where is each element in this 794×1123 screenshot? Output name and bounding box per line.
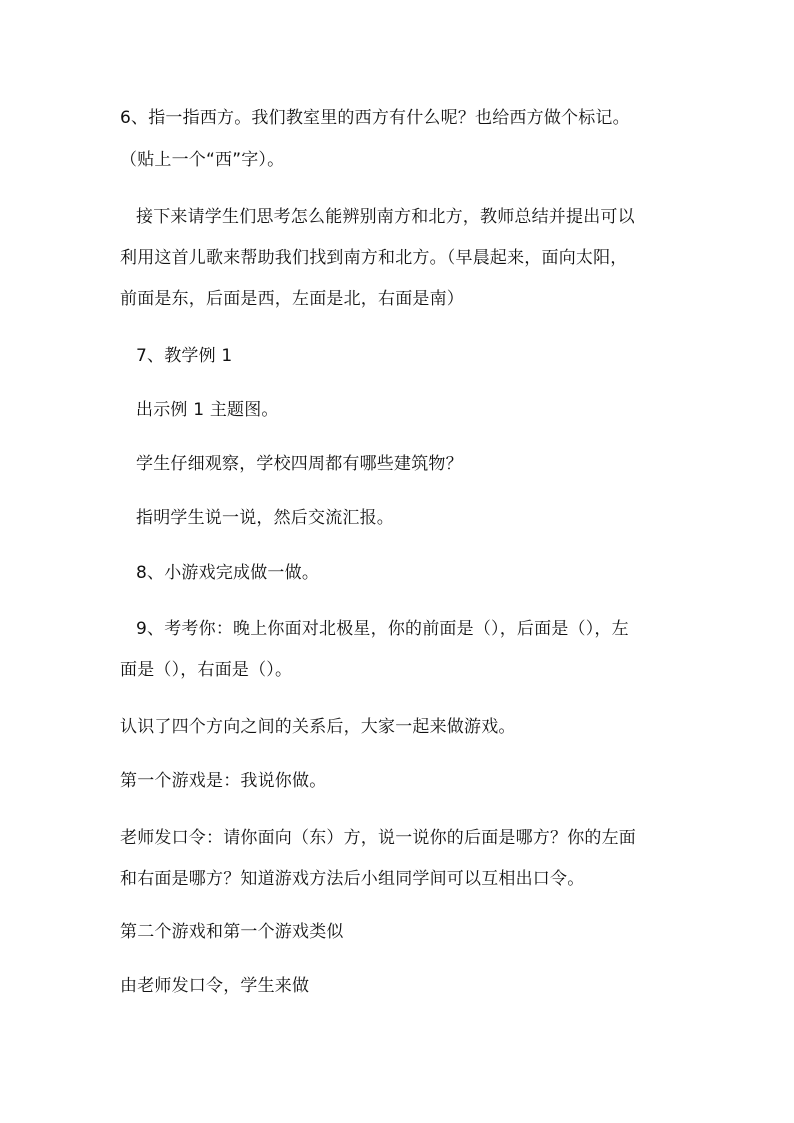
text-line: 指明学生说一说，然后交流汇报。 bbox=[136, 508, 394, 528]
text-line: 出示例 1 主题图。 bbox=[136, 400, 279, 420]
text-line: 认识了四个方向之间的关系后，大家一起来做游戏。 bbox=[120, 717, 516, 737]
text-line: 接下来请学生们思考怎么能辨别南方和北方，教师总结并提出可以 bbox=[136, 207, 635, 227]
text-line: 和右面是哪方？知道游戏方法后小组同学间可以互相出口令。 bbox=[120, 869, 585, 889]
text-line: 面是（），右面是（）。 bbox=[120, 660, 293, 680]
text-line: 8、小游戏完成做一做。 bbox=[136, 563, 320, 583]
text-line: 6、指一指西方。我们教室里的西方有什么呢？也给西方做个标记。 bbox=[120, 108, 630, 128]
text-line: 第二个游戏和第一个游戏类似 bbox=[120, 922, 344, 942]
text-line: 9、考考你：晚上你面对北极星，你的前面是（），后面是（），左 bbox=[136, 619, 629, 639]
text-line: 第一个游戏是：我说你做。 bbox=[120, 771, 327, 791]
text-line: 由老师发口令，学生来做 bbox=[120, 976, 310, 996]
text-line: 7、教学例 1 bbox=[136, 346, 233, 366]
text-line: 前面是东，后面是西，左面是北，右面是南） bbox=[120, 289, 464, 309]
text-line: （贴上一个“西”字）。 bbox=[120, 150, 285, 170]
text-line: 学生仔细观察，学校四周都有哪些建筑物？ bbox=[136, 454, 463, 474]
text-line: 利用这首儿歌来帮助我们找到南方和北方。（早晨起来，面向太阳， bbox=[120, 248, 628, 268]
text-line: 老师发口令：请你面向（东）方，说一说你的后面是哪方？你的左面 bbox=[120, 828, 636, 848]
